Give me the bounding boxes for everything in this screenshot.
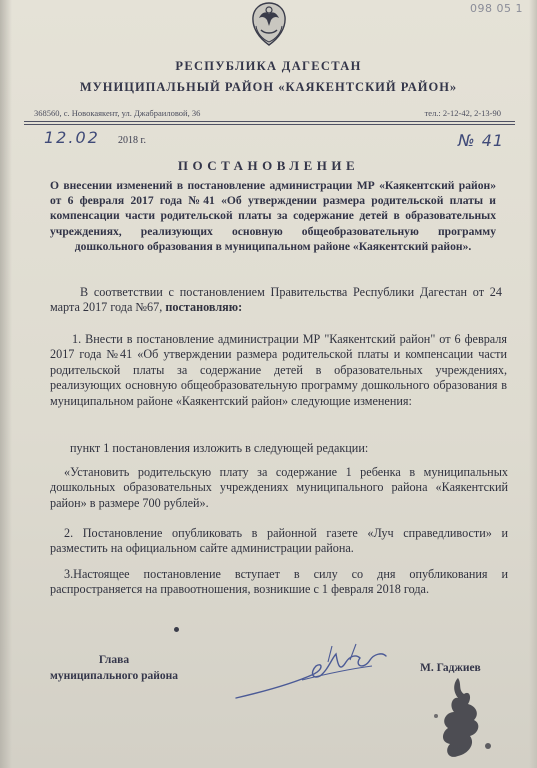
- paragraph-1: 1. Внести в постановление администрации МР "Каякентский район" от 6 февраля 2017 года №41 «Об утверждении размера родительской платы и компенсации части родительской платы за содержание детей в образовательных учреждениях, реализующих основную общеобразовательную программу дошкольного образования в муниципальном районе «Каякентский район» следующие изменения:: [50, 332, 507, 408]
- document-subject: О внесении изменений в постановление администрации МР «Каякентский район» от 6 февраля 2017 года №41 «Об утверждении размера родительской платы и компенсации части родительской платы за содержание детей в образовательных учреждениях, реализующих основную общеобразовательную программу дошкольного образования в муниципальном районе «Каякентский район».: [50, 179, 496, 253]
- basis-paragraph: [50, 285, 502, 316]
- paragraph-new-wording: «Установить родительскую плату за содержание 1 ребенка в муниципальных дошкольных образовательных учреждениях муниципального района «Каякентский район» в размере 700 рублей».: [50, 465, 508, 510]
- ink-dot: [174, 627, 179, 632]
- coat-of-arms-emblem: [247, 0, 291, 48]
- district-heading: МУНИЦИПАЛЬНЫЙ РАЙОН «КАЯКЕНТСКИЙ РАЙОН»: [79, 80, 458, 94]
- handwritten-document-number: № 41: [458, 131, 505, 150]
- handwritten-signature: [232, 640, 392, 704]
- letterhead-rule-thin: [24, 124, 515, 125]
- date-year: 2018 г.: [118, 135, 146, 146]
- republic-heading: РЕСПУБЛИКА ДАГЕСТАН: [175, 59, 362, 73]
- letterhead-rule: [24, 121, 515, 122]
- letterhead-address: 368560, с. Новокаякент, ул. Джабраиловой, 36: [34, 108, 201, 118]
- document-title: ПОСТАНОВЛЕНИЕ: [177, 158, 360, 173]
- ink-smudge: [418, 676, 514, 764]
- paragraph-2: 2. Постановление опубликовать в районной газете «Луч справедливости» и разместить на официальном сайте администрации района.: [50, 526, 508, 556]
- basis-resolve-word: постановляю:: [165, 300, 243, 315]
- signatory-name: М. Гаджиев: [420, 662, 481, 674]
- paragraph-3: 3.Настоящее постановление вступает в силу со дня опубликования и распространяется на правоотношения, возникшие с 1 февраля 2018 года.: [50, 567, 508, 597]
- corner-handwritten-note: 098 05 1: [470, 2, 523, 15]
- signatory-title-line-2: муниципального района: [50, 670, 178, 682]
- signatory-title-line-1: Глава: [98, 654, 130, 666]
- letterhead-phones: тел.: 2-12-42, 2-13-90: [424, 108, 501, 118]
- basis-text: В соответствии с постановлением Правительства Республики Дагестан от 24 марта 2017 года №67,: [50, 285, 502, 315]
- handwritten-date: 12.02: [44, 128, 100, 147]
- signatory-title: [34, 652, 194, 684]
- paragraph-point-edit: пункт 1 постановления изложить в следующей редакции:: [70, 441, 369, 455]
